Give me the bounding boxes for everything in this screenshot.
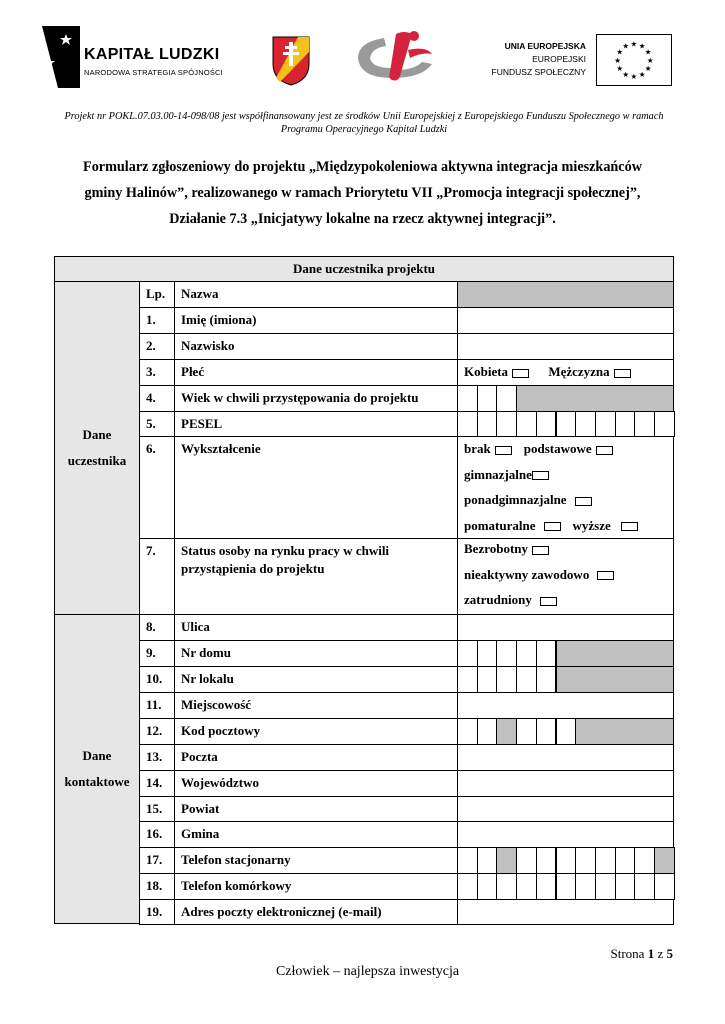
answer-char-box[interactable]: [595, 873, 616, 900]
education-options: [458, 436, 644, 538]
eu-star-icon: ★: [644, 47, 652, 57]
answer-char-box[interactable]: [477, 640, 498, 667]
answer-field[interactable]: [457, 796, 674, 822]
kapital-ludzki-star-icon: [28, 26, 80, 88]
checkbox-female[interactable]: [512, 369, 529, 378]
title-line-3: Działanie 7.3 „Inicjatywy lokalne na rzecz aktywnej integracji”.: [169, 211, 556, 227]
edu-option-lower-secondary: gimnazjalne: [464, 466, 532, 482]
answer-char-box[interactable]: [496, 640, 517, 667]
answer-char-box[interactable]: [457, 873, 478, 900]
row-label: PESEL: [174, 411, 458, 437]
table-header: Dane uczestnika projektu: [54, 256, 674, 282]
row-label: Imię (imiona): [174, 307, 458, 334]
row-label: Wiek w chwili przystępowania do projektu: [174, 385, 458, 412]
section-participant: Dane uczestnika: [54, 281, 140, 615]
row-label: Nr lokalu: [174, 666, 458, 693]
row-lp: 16.: [139, 821, 175, 848]
col-nazwa-header: Nazwa: [174, 281, 458, 308]
eu-line1: UNIA EUROPEJSKA: [504, 41, 586, 51]
kapital-ludzki-logo: [28, 26, 228, 90]
answer-char-box[interactable]: [516, 666, 537, 693]
row-lp: 8.: [139, 614, 175, 641]
answer-char-box[interactable]: [516, 640, 537, 667]
answer-char-box[interactable]: [615, 411, 636, 437]
answer-char-box[interactable]: [654, 411, 675, 437]
row-label: Poczta: [174, 744, 458, 771]
answer-char-box[interactable]: [536, 873, 557, 900]
row-lp: 7.: [139, 538, 175, 615]
eu-star-icon: ★: [630, 72, 638, 82]
status-options: [458, 536, 620, 613]
answer-char-box[interactable]: [556, 873, 577, 900]
answer-char-box[interactable]: [457, 411, 478, 437]
answer-char-box[interactable]: [457, 718, 478, 745]
row-label: Status osoby na rynku pracy w chwili przystąpienia do projektu: [174, 538, 458, 615]
row-lp: 3.: [139, 359, 175, 386]
checkbox-edu-none[interactable]: [495, 446, 512, 455]
row-label: Ulica: [174, 614, 458, 641]
answer-char-box[interactable]: [575, 411, 596, 437]
answer-char-box[interactable]: [556, 718, 577, 745]
eu-star-icon: ★: [646, 55, 654, 65]
status-option-unemployed: Bezrobotny: [464, 541, 529, 556]
answer-char-box[interactable]: [575, 873, 596, 900]
checkbox-edu-post-secondary[interactable]: [544, 522, 561, 531]
kapital-ludzki-subtitle: NARODOWA STRATEGIA SPÓJNOŚCI: [84, 68, 223, 77]
eu-flag-icon: [596, 34, 672, 86]
col-lp-header: Lp.: [139, 281, 175, 308]
answer-remaining: [556, 640, 675, 667]
answer-char-box[interactable]: [634, 873, 655, 900]
eu-star-icon: ★: [614, 55, 622, 65]
row-lp: 1.: [139, 307, 175, 334]
answer-char-box[interactable]: [477, 385, 498, 412]
answer-char-box[interactable]: [477, 411, 498, 437]
section-contact: Dane kontaktowe: [54, 614, 140, 924]
row-label: Województwo: [174, 770, 458, 797]
row-label: Gmina: [174, 821, 458, 848]
answer-field[interactable]: [457, 307, 674, 334]
answer-char-box[interactable]: [496, 385, 517, 412]
row-label: Płeć: [174, 359, 458, 386]
row-label: Adres poczty elektronicznej (e-mail): [174, 899, 458, 925]
answer-char-box[interactable]: [575, 847, 596, 874]
answer-char-box[interactable]: [536, 666, 557, 693]
gender-option-female: Kobieta: [464, 364, 509, 379]
edu-option-upper-secondary: ponadgimnazjalne: [464, 492, 567, 507]
eu-star-icon: ★: [622, 70, 630, 80]
row-lp: 14.: [139, 770, 175, 797]
row-lp: 2.: [139, 333, 175, 360]
edu-option-post-secondary: pomaturalne: [464, 517, 536, 533]
checkbox-unemployed[interactable]: [532, 546, 549, 555]
checkbox-inactive[interactable]: [597, 571, 614, 580]
edu-option-primary: podstawowe: [523, 441, 592, 456]
title-line-2: gminy Halinów”, realizowanego w ramach Priorytetu VII „Promocja integracji społecznej”,: [84, 185, 641, 201]
project-note: Projekt nr POKL.07.03.00-14-098/08 jest współfinansowany jest ze środków Unii Europejskiej z Europejskiego Funduszu Społecznego w ramach Programu Operacyjnego Kapitał Ludzki: [64, 111, 664, 135]
eu-star-icon: ★: [622, 41, 630, 51]
row-lp: 19.: [139, 899, 175, 925]
eu-logo: [480, 34, 672, 86]
answer-char-box[interactable]: [477, 873, 498, 900]
answer-char-box[interactable]: [496, 847, 517, 874]
row-label: Wykształcenie: [174, 436, 458, 539]
answer-char-box[interactable]: [595, 847, 616, 874]
answer-char-box[interactable]: [496, 411, 517, 437]
row-lp: 10.: [139, 666, 175, 693]
answer-char-box[interactable]: [496, 666, 517, 693]
eu-star-icon: ★: [616, 47, 624, 57]
gender-options: [458, 359, 637, 385]
row-lp: 9.: [139, 640, 175, 667]
answer-char-box[interactable]: [516, 718, 537, 745]
answer-char-box[interactable]: [496, 873, 517, 900]
integration-logo: [352, 28, 442, 86]
coat-of-arms-icon: [272, 36, 310, 86]
answer-field[interactable]: [457, 770, 674, 797]
row-lp: 11.: [139, 692, 175, 719]
answer-char-box[interactable]: [457, 666, 478, 693]
row-lp: 13.: [139, 744, 175, 771]
answer-char-box[interactable]: [536, 718, 557, 745]
row-lp: 5.: [139, 411, 175, 437]
answer-char-box[interactable]: [516, 847, 537, 874]
answer-field[interactable]: [457, 333, 674, 360]
answer-char-box[interactable]: [556, 847, 577, 874]
row-lp: 4.: [139, 385, 175, 412]
eu-line3: FUNDUSZ SPOŁECZNY: [491, 67, 586, 77]
row-lp: 18.: [139, 873, 175, 900]
answer-char-box[interactable]: [595, 411, 616, 437]
answer-char-box[interactable]: [457, 385, 478, 412]
checkbox-employed[interactable]: [540, 597, 557, 606]
row-label: Powiat: [174, 796, 458, 822]
status-option-employed: zatrudniony: [464, 592, 532, 607]
checkbox-male[interactable]: [614, 369, 631, 378]
eu-star-icon: ★: [630, 39, 638, 49]
checkbox-edu-primary[interactable]: [596, 446, 613, 455]
title-line-1: Formularz zgłoszeniowy do projektu „Międzypokoleniowa aktywna integracja mieszkańców: [83, 159, 642, 175]
answer-remaining: [516, 385, 674, 412]
answer-field[interactable]: [457, 744, 674, 771]
eu-star-icon: ★: [616, 64, 624, 74]
answer-char-box[interactable]: [654, 847, 675, 874]
answer-char-box[interactable]: [615, 847, 636, 874]
row-label: Nazwisko: [174, 333, 458, 360]
kapital-ludzki-name: KAPITAŁ LUDZKI: [84, 46, 220, 63]
edu-option-higher: wyższe: [572, 517, 611, 533]
answer-char-box[interactable]: [634, 411, 655, 437]
row-label: Nr domu: [174, 640, 458, 667]
answer-field[interactable]: [457, 692, 674, 719]
form-title: [40, 154, 685, 232]
row-label: Miejscowość: [174, 692, 458, 719]
coat-of-arms-logo: [272, 36, 310, 86]
checkbox-edu-lower-secondary[interactable]: [532, 471, 549, 480]
eu-line2: EUROPEJSKI: [532, 54, 586, 64]
edu-option-none: brak: [464, 441, 491, 456]
checkbox-edu-upper-secondary[interactable]: [575, 497, 592, 506]
answer-char-box[interactable]: [615, 873, 636, 900]
eu-logo-text: [492, 40, 586, 79]
answer-char-box[interactable]: [556, 411, 577, 437]
row-label: Kod pocztowy: [174, 718, 458, 745]
eu-star-icon: ★: [638, 70, 646, 80]
row-lp: 6.: [139, 436, 175, 539]
row-label: Telefon stacjonarny: [174, 847, 458, 874]
answer-field[interactable]: [457, 821, 674, 848]
answer-field[interactable]: [457, 899, 674, 925]
answer-char-box[interactable]: [536, 640, 557, 667]
status-option-inactive: nieaktywny zawodowo: [464, 566, 590, 582]
answer-char-box[interactable]: [516, 873, 537, 900]
gender-option-male: Mężczyzna: [548, 364, 610, 379]
row-lp: 17.: [139, 847, 175, 874]
answer-char-box[interactable]: [536, 847, 557, 874]
row-lp: 15.: [139, 796, 175, 822]
footer-slogan: Człowiek – najlepsza inwestycja: [275, 964, 460, 979]
eu-star-icon: ★: [638, 41, 646, 51]
answer-remaining: [556, 666, 675, 693]
answer-char-box[interactable]: [477, 847, 498, 874]
checkbox-edu-higher[interactable]: [621, 522, 638, 531]
answer-field[interactable]: [457, 614, 674, 641]
answer-char-box[interactable]: [457, 640, 478, 667]
row-label: Telefon komórkowy: [174, 873, 458, 900]
answer-char-box[interactable]: [457, 847, 478, 874]
page-number: Strona 1 z 5: [610, 946, 673, 961]
answer-char-box[interactable]: [516, 411, 537, 437]
row-lp: 12.: [139, 718, 175, 745]
answer-char-box[interactable]: [477, 666, 498, 693]
answer-remaining: [575, 718, 674, 745]
eu-star-icon: ★: [644, 64, 652, 74]
answer-char-box[interactable]: [496, 718, 517, 745]
answer-char-box[interactable]: [634, 847, 655, 874]
answer-header-shade: [458, 282, 673, 307]
answer-char-box[interactable]: [654, 873, 675, 900]
participant-form-table: [54, 256, 674, 924]
answer-char-box[interactable]: [536, 411, 557, 437]
answer-char-box[interactable]: [477, 718, 498, 745]
integration-mark-icon: [352, 28, 442, 86]
